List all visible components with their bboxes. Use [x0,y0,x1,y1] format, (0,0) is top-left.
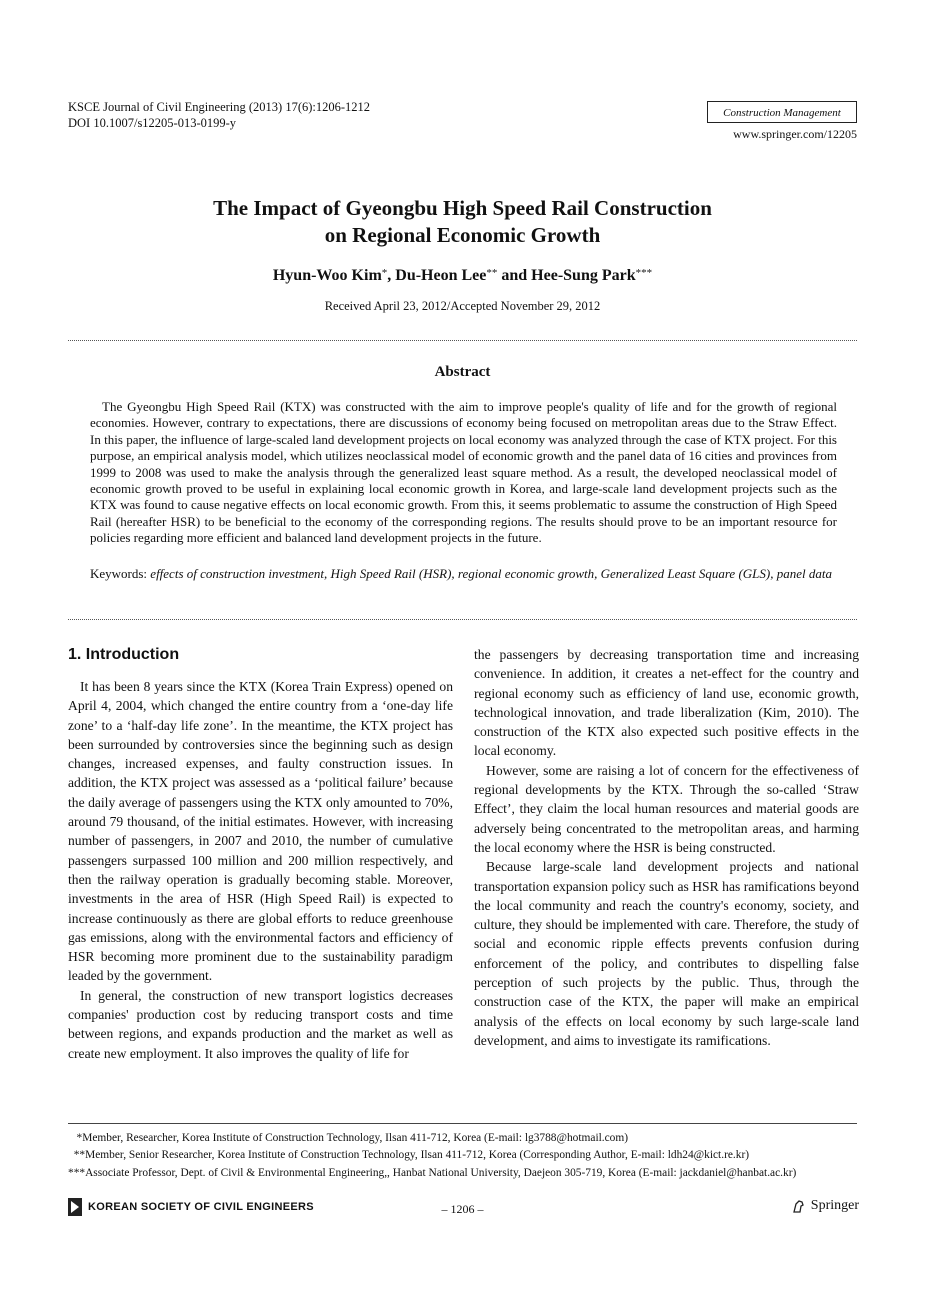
footnote: **Member, Senior Researcher, Korea Institute of Construction Technology, Ilsan 411-712, Korea (Corresponding Author, E-mail: ldh24@kict.re.kr) [68,1149,750,1162]
author-mark: ** [486,267,498,279]
footnote: *Member, Researcher, Korea Institute of Construction Technology, Ilsan 411-712, Korea (E-mail: lg3788@hotmail.com) [68,1132,629,1144]
doi: DOI 10.1007/s12205-013-0199-y [68,116,237,130]
left-column [68,645,453,1063]
paragraph: In general, the construction of new transport logistics decreases companies' production cost by reducing transport costs and time between regions, and expands production and the market as well as create new employment. It also improves the quality of life for [68,987,453,1061]
author-mark: *** [635,267,653,279]
footnote: ***Associate Professor, Dept. of Civil & Environmental Engineering,, Hanbat National University, Daejeon 305-719, Korea (E-mail: jackdaniel@hanbat.ac.kr) [68,1166,797,1179]
title-line-1: The Impact of Gyeongbu High Speed Rail Construction [213,196,712,220]
author-name: Hee-Sung Park [531,267,636,284]
paragraph: However, some are raising a lot of concern for the effectiveness of regional developments by the KTX. Through the so-called ‘Straw Effect’, they claim the local human resources and material goods are adversely being concentrated to the metropolitan areas, and harming the local economy where the HSR is being constructed. [474,762,859,855]
section-label: Construction Management [707,101,857,123]
journal-url[interactable]: www.springer.com/12205 [733,127,857,141]
author-name: Hyun-Woo Kim [272,267,382,284]
right-column [474,645,859,1050]
springer-horse-icon [791,1198,807,1214]
abstract-text: The Gyeongbu High Speed Rail (KTX) was constructed with the aim to improve people's quality of life and for the growth of regional economies. However, contrary to expectations, there are discussions of economy being focused on metropolitan areas due to the Straw Effect. In this paper, the influence of large-scaled land development projects on local economy was analyzed through the case of KTX project. For this purpose, an empirical analysis model, which utilizes neoclassical model of economic growth and the panel data of 16 cities and provinces from 1999 to 2008 was used to make the analysis through the generalized least square method. As a result, the developed neoclassical model of economic growth proved to be useful in explaining local economic growth in Korea, and large-scale land development projects such as the KTX was found to cause negative effects on local economic growth. From this, it seems problematic to assume the construction of High Speed Rail (hereafter HSR) to be beneficial to the economy of the corresponding regions. The results should prove to be an important resource for policies regarding more efficient and balanced land development projects in the future. [90,399,837,546]
author-name: Du-Heon Lee [395,267,487,284]
keywords-label: Keywords: [90,566,151,581]
paper-title [0,195,925,249]
abstract-heading: Abstract [434,364,491,380]
paragraph: It has been 8 years since the KTX (Korea Train Express) opened on April 4, 2004, which changed the entire country from a ‘one-day life zone’ to a ‘half-day life zone’. In the meantime, the KTX project has been surrounded by controversies since the beginning such as design changes, increased expenses, and faulty construction issues. In addition, the KTX project was assessed as a ‘political failure’ because the daily average of passengers using the KTX only amounted to 70%, around 79 thousand, of the initial estimates. However, with increasing number of passengers, in 2007 and 2010, the number of cumulative passengers surpassed 100 million and 200 million respectively, and then the railway operation is gradually becoming stable. Moreover, investments in the area of HSR (High Speed Rail) is expected to increase continuously as there are global efforts to reduce greenhouse gas emissions, along with the environmental factors and efficiency of HSR becoming more prominent due to the sustainability paradigm leaded by the government. [68,679,453,984]
paragraph: Because large-scale land development projects and national transportation expansion policy such as HSR has ramifications beyond the local community and reach the country's economy, society, and culture, they should be implemented with care. Therefore, the study of social and economic ripple effects prevents confusion during enforcement of the policy, and contributes to dispelling false perception of such projects by the public. Thus, through the construction case of the KTX, the paper will make an empirical analysis of the effects on local economy by such large-scale land development, and aims to investigate its ramifications. [474,859,859,1048]
paragraph: the passengers by decreasing transportation time and increasing convenience. In addition, it creates a net-effect for the country and regional economy such as efficiency of land use, economic growth, technological innovation, and trade liberalization (Kim, 2010). The construction of the KTX also expected such positive effects in the local economy. [474,647,859,759]
received-date: Received April 23, 2012/Accepted November 29, 2012 [324,299,601,313]
keywords [90,566,837,582]
page-number: – 1206 – [441,1202,484,1216]
publisher-logo [791,1198,859,1214]
section-heading: 1. Introduction [68,646,180,663]
author-mark: * [381,267,388,279]
author-separator: , [387,267,396,284]
divider [68,619,857,620]
divider [68,340,857,341]
journal-header [68,99,370,131]
title-line-2: on Regional Economic Growth [324,223,601,247]
journal-citation: KSCE Journal of Civil Engineering (2013) 17(6):1206-1212 [68,100,371,114]
author-list [0,267,925,285]
publisher-name: Springer [810,1198,859,1213]
footnote-rule [68,1123,857,1124]
keywords-list: effects of construction investment, High Speed Rail (HSR), regional economic growth, Generalized Least Square (GLS), panel data [150,566,832,581]
footnotes [68,1130,796,1182]
author-separator: and [497,267,532,284]
society-name: KOREAN SOCIETY OF CIVIL ENGINEERS [88,1201,314,1213]
